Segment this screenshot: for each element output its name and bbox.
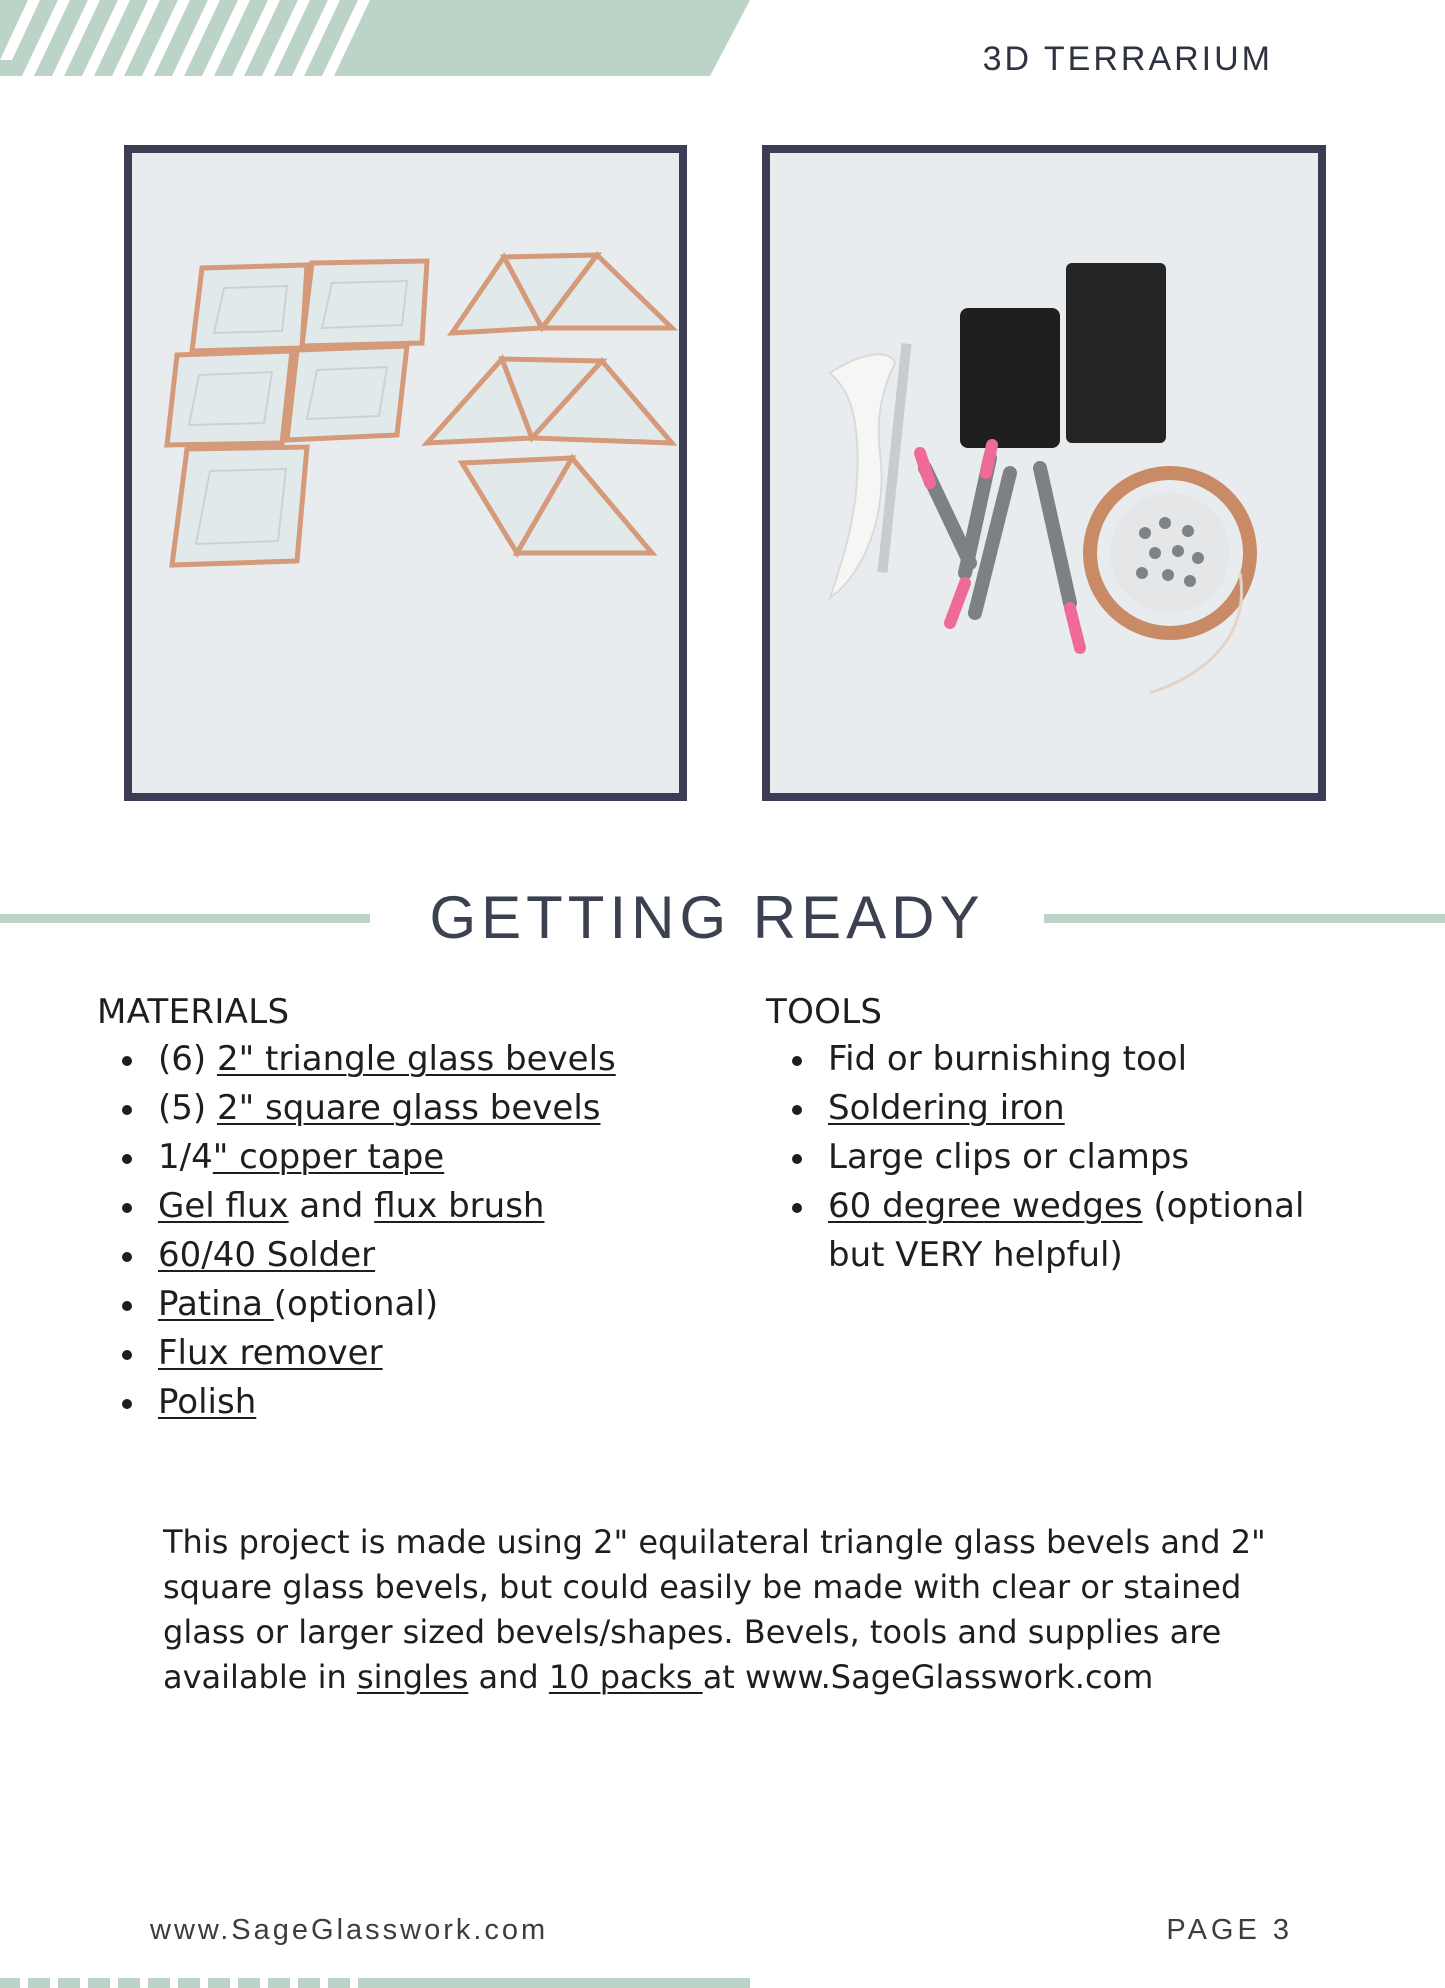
list-item: Large clips or clamps (780, 1133, 1340, 1182)
intro-paragraph: This project is made using 2" equilateral triangle glass bevels and 2" square glass bevels, but could easily be made with clear or stained glass or larger sized bevels/shapes. Bevels, tools and supplies are available in singles and 10 packs at www.SageGlasswork.com (163, 1523, 1266, 1696)
material-link[interactable]: flux brush (374, 1186, 545, 1226)
materials-heading: MATERIALS (97, 992, 290, 1032)
material-link[interactable]: 2" square glass bevels (216, 1088, 601, 1128)
material-link[interactable]: Patina (158, 1284, 274, 1324)
page-number: PAGE 3 (1166, 1914, 1293, 1946)
list-item (780, 1084, 1340, 1133)
material-link[interactable]: " copper tape (212, 1137, 445, 1177)
list-item: 60 degree wedges (optional but VERY helpful) (780, 1182, 1340, 1280)
material-link[interactable]: Gel flux (158, 1186, 289, 1226)
tools-photo (762, 145, 1326, 801)
glass-bevels-photo (124, 145, 687, 801)
section-rule-left (0, 914, 370, 923)
list-item: (6) 2" triangle glass bevels (110, 1035, 710, 1084)
tools-list (780, 1035, 1340, 1280)
section-title: GETTING READY (429, 884, 985, 951)
list-item: Gel flux and flux brush (110, 1182, 710, 1231)
material-link[interactable]: 2" triangle glass bevels (216, 1039, 616, 1079)
glass-bevels-illustration (132, 153, 679, 793)
material-link[interactable]: 60/40 Solder (158, 1235, 376, 1275)
singles-link[interactable]: singles (356, 1658, 469, 1696)
tool-link[interactable]: Soldering iron (828, 1088, 1065, 1128)
list-item (110, 1378, 710, 1427)
ten-packs-link[interactable]: 10 packs (548, 1658, 703, 1696)
material-link[interactable]: Flux remover (158, 1333, 383, 1373)
section-rule-right (1044, 914, 1445, 923)
tool-link[interactable]: 60 degree wedges (828, 1186, 1143, 1226)
list-item (110, 1329, 710, 1378)
list-item: Patina (optional) (110, 1280, 710, 1329)
document-title: 3D TERRARIUM (982, 40, 1273, 78)
footer-website: www.SageGlasswork.com (150, 1914, 549, 1946)
list-item: Fid or burnishing tool (780, 1035, 1340, 1084)
list-item (110, 1231, 710, 1280)
material-link[interactable]: Polish (158, 1382, 257, 1422)
list-item: (5) 2" square glass bevels (110, 1084, 710, 1133)
header-stripe-band (0, 0, 750, 76)
tools-heading: TOOLS (766, 992, 883, 1032)
materials-list (110, 1035, 710, 1427)
list-item: 1/4" copper tape (110, 1133, 710, 1182)
tools-illustration (770, 153, 1318, 793)
footer-stripe-band (0, 1978, 750, 1988)
